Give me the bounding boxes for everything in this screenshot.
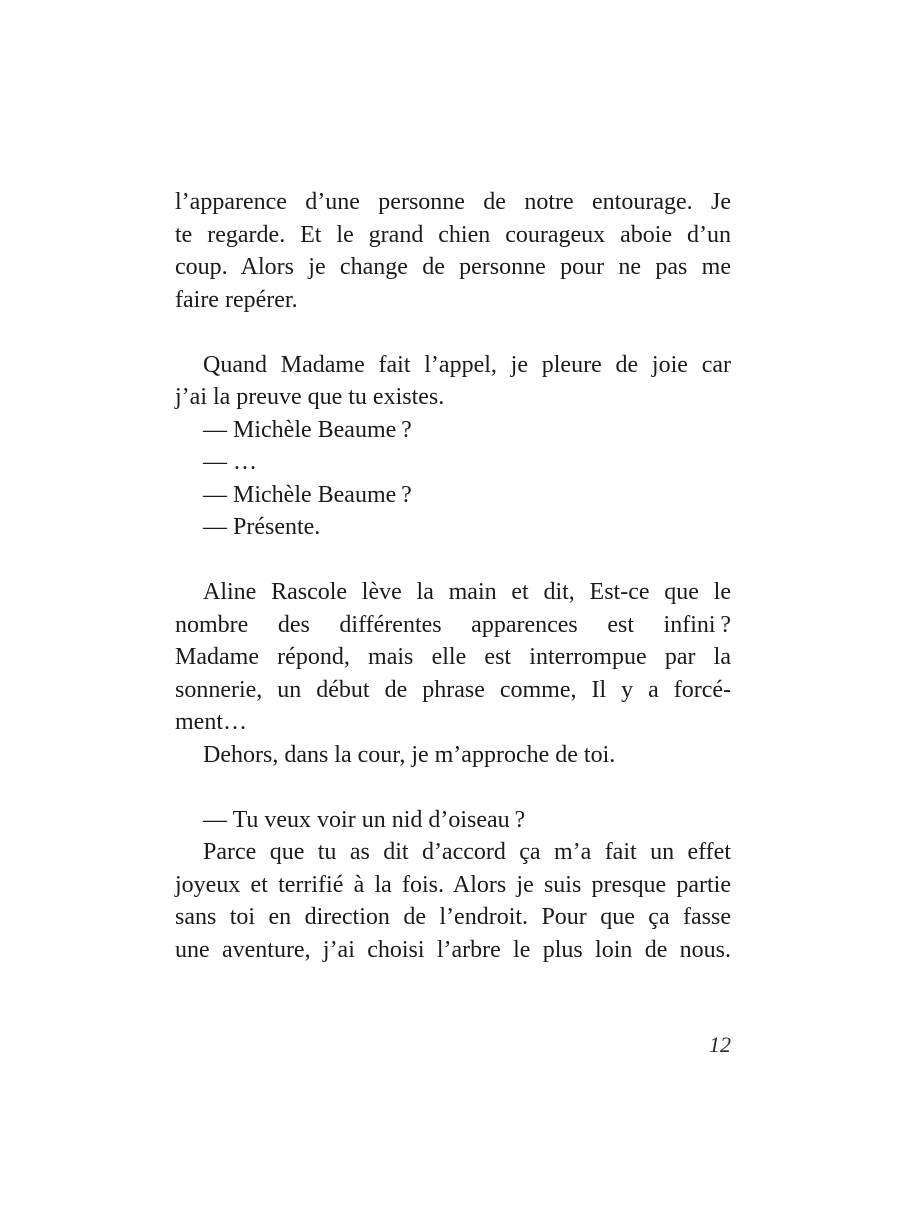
text-line: sonnerie, un début de phrase comme, Il y a forcé- [175, 676, 731, 703]
text-line: — Présente. [203, 514, 321, 540]
text-block [175, 186, 731, 966]
text-line: te regarde. Et le grand chien courageux aboie d’un [175, 221, 731, 248]
text-line: Aline Rascole lève la main et dit, Est-ce que le [203, 579, 731, 605]
paragraph-spacer [175, 771, 731, 804]
paragraph-spacer [175, 316, 731, 349]
text-line: une aventure, j’ai choisi l’arbre le plus loin de nous. [175, 936, 731, 963]
text-line: ment… [175, 709, 247, 735]
paragraph-spacer [175, 544, 731, 577]
text-line: — Michèle Beaume ? [203, 481, 412, 508]
text-line: — … [203, 449, 257, 475]
paragraph [175, 446, 731, 479]
text-line: Parce que tu as dit d’accord ça m’a fait un effet [203, 839, 731, 865]
text-line: faire repérer. [175, 286, 298, 313]
page-number: 12 [709, 1032, 731, 1057]
text-line: joyeux et terrifié à la fois. Alors je suis presque partie [175, 871, 731, 898]
paragraph [175, 511, 731, 544]
text-line: sans toi en direction de l’endroit. Pour que ça fasse [175, 904, 731, 930]
paragraph [175, 349, 731, 414]
paragraph [175, 739, 731, 772]
text-line: — Tu veux voir un nid d’oiseau ? [203, 806, 526, 833]
text-line: Dehors, dans la cour, je m’approche de toi. [203, 741, 616, 768]
paragraph [175, 414, 731, 447]
text-line: — Michèle Beaume ? [203, 416, 412, 443]
text-line: coup. Alors je change de personne pour ne pas me [175, 254, 731, 280]
paragraph [175, 576, 731, 739]
paragraph [175, 186, 731, 316]
text-line: Madame répond, mais elle est interrompue par la [175, 644, 731, 670]
paragraph [175, 479, 731, 512]
text-line: nombre des différentes apparences est infini ? [175, 611, 731, 638]
paragraph [175, 836, 731, 966]
text-line: l’apparence d’une personne de notre entourage. Je [175, 189, 731, 215]
text-line: j’ai la preuve que tu existes. [175, 384, 445, 410]
text-line: Quand Madame fait l’appel, je pleure de joie car [203, 351, 731, 378]
paragraph [175, 804, 731, 837]
